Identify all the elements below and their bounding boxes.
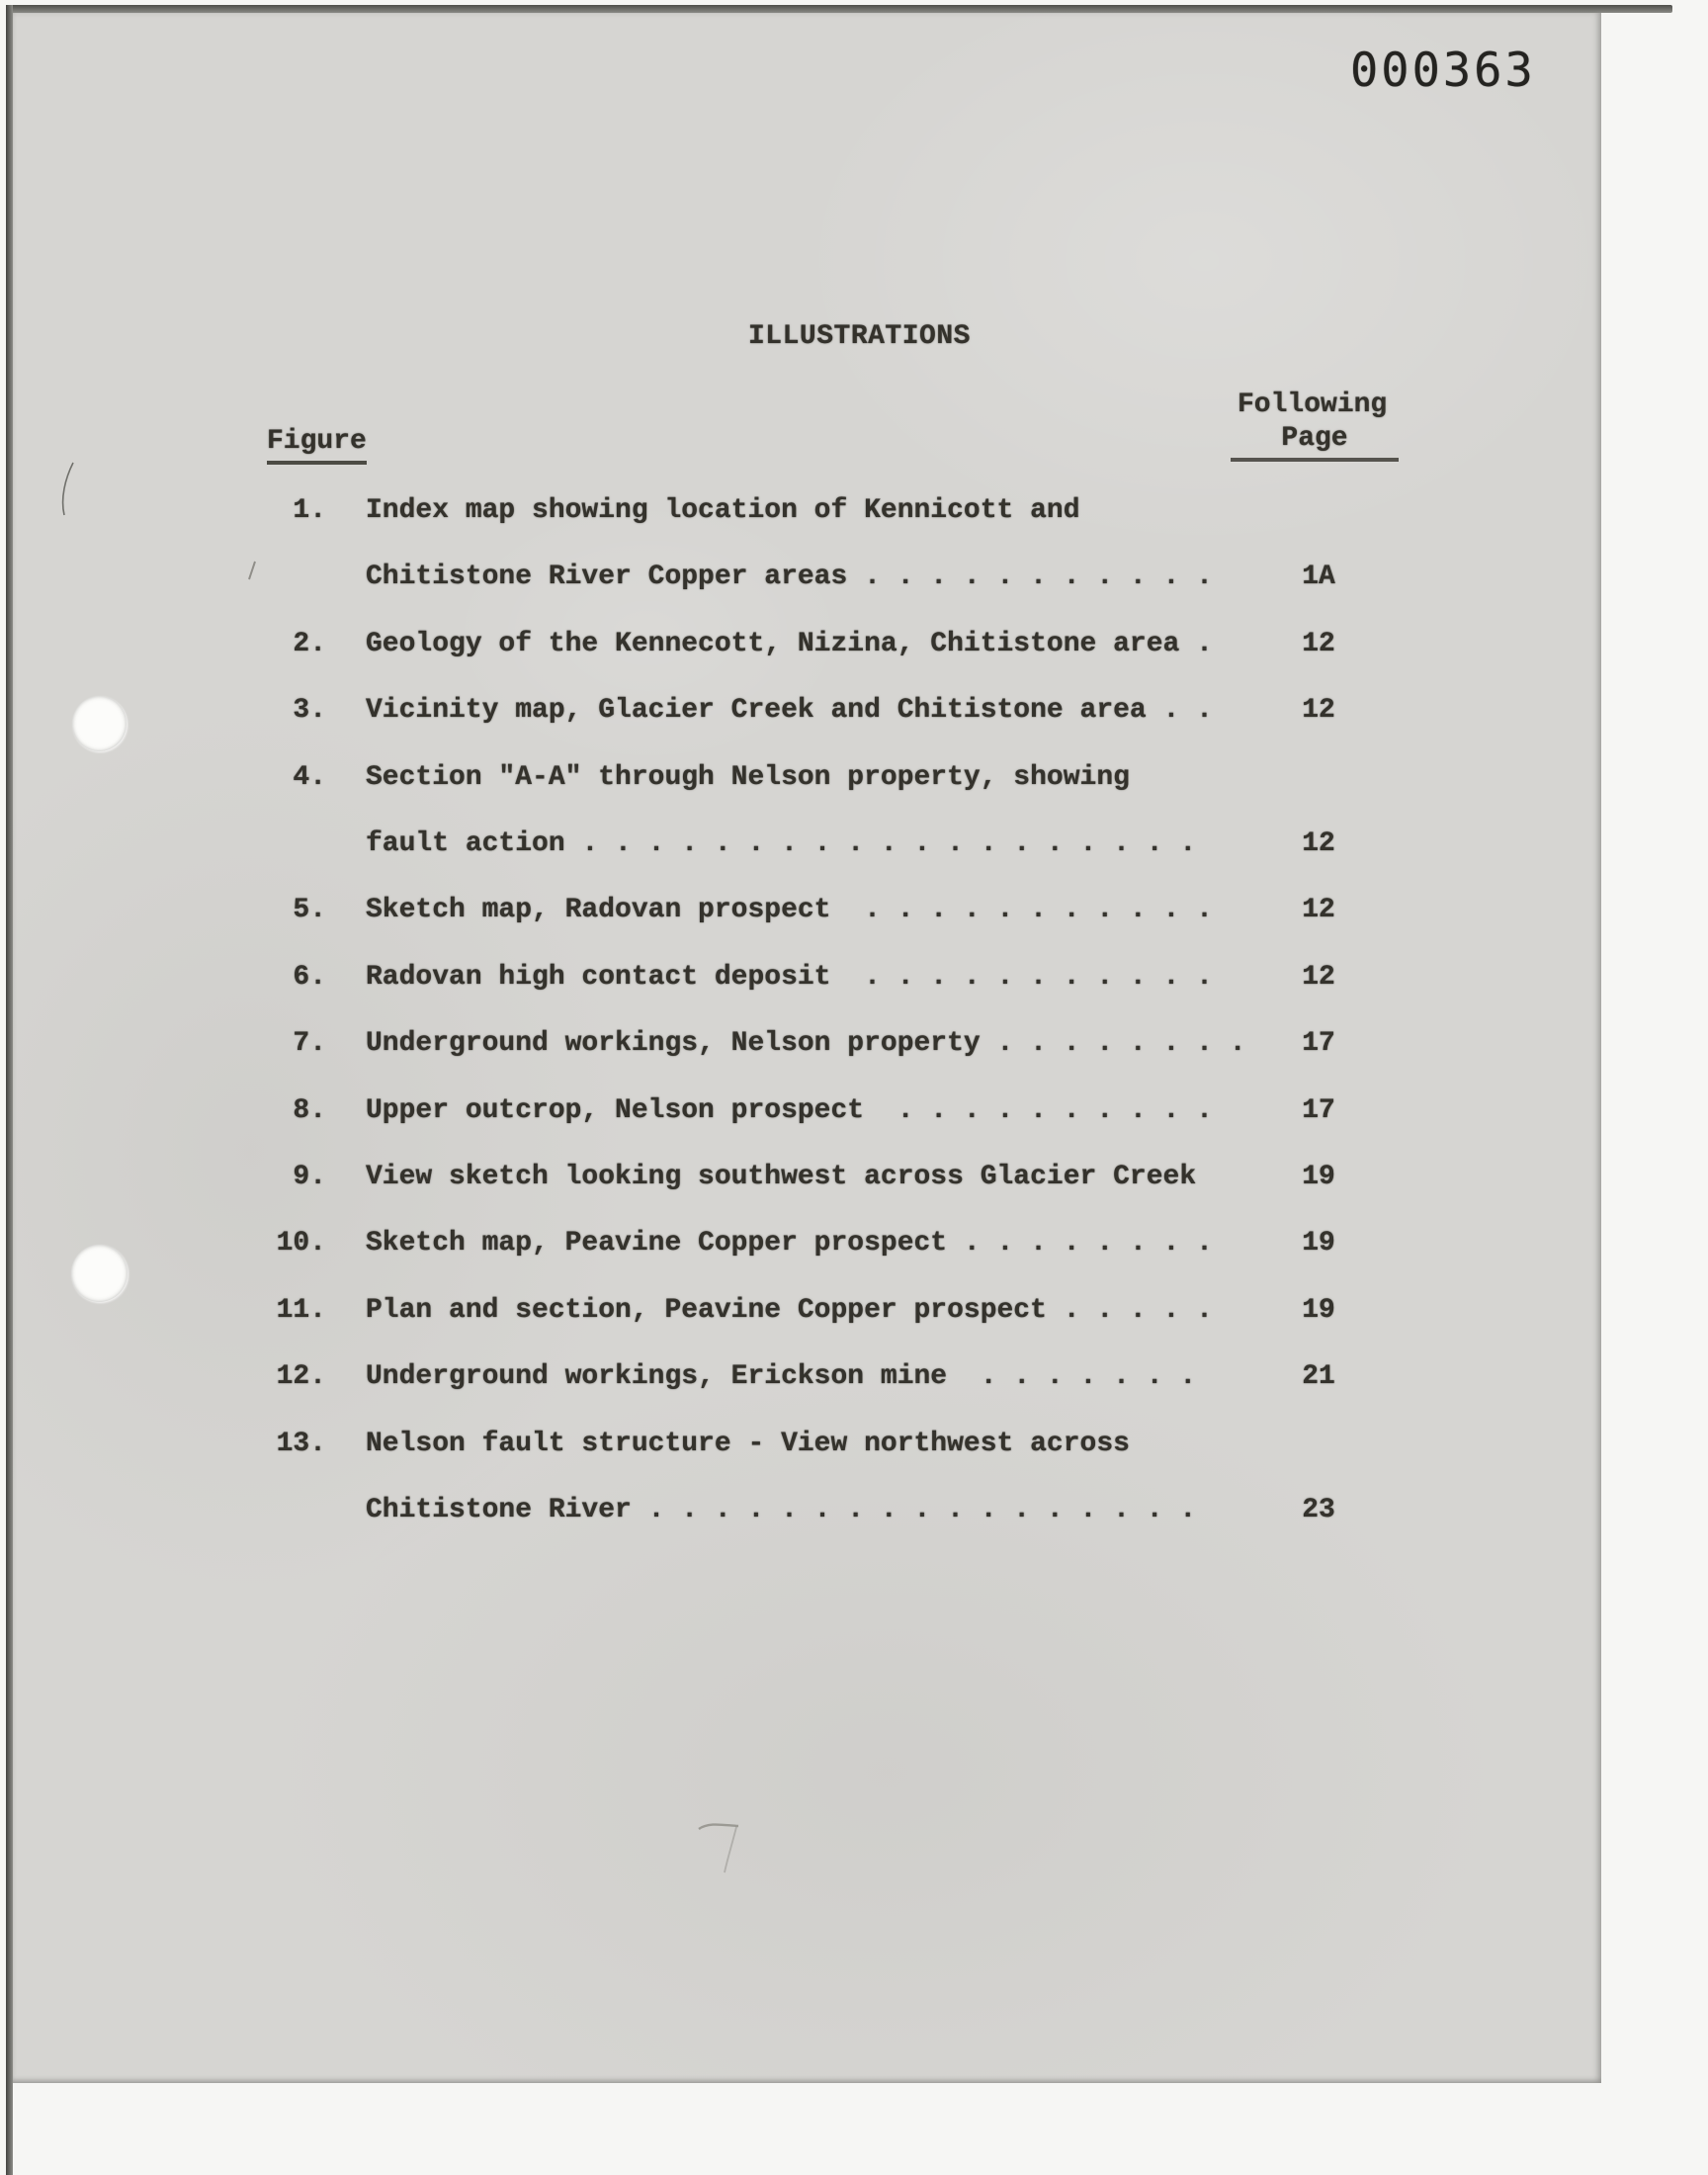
figure-caption: Section "A-A" through Nelson property, showing xyxy=(366,762,1130,793)
figure-number: 6. xyxy=(293,962,326,993)
leader-dots: . . xyxy=(1146,695,1213,726)
following-page-number: 19 xyxy=(1302,1295,1335,1326)
following-page-number: 12 xyxy=(1302,695,1335,726)
figure-caption: Index map showing location of Kennicott and xyxy=(366,495,1080,526)
figure-caption: View sketch looking southwest across Glacier Creek xyxy=(366,1162,1197,1192)
figure-number: 3. xyxy=(293,695,326,726)
figure-number: 13. xyxy=(276,1429,326,1459)
figure-number: 11. xyxy=(276,1295,326,1326)
figure-caption: Chitistone River Copper areas . . . . . . . . . . . xyxy=(366,562,1213,592)
figure-entry-row xyxy=(0,1294,1708,1330)
figure-caption: fault action . . . . . . . . . . . . . . . . . . . xyxy=(366,828,1197,859)
figure-entry-row xyxy=(0,761,1708,797)
leader-dots: . . . . . . . xyxy=(947,1361,1197,1392)
figure-caption: Chitistone River . . . . . . . . . . . . . . . . . xyxy=(366,1495,1197,1525)
figure-entry-row xyxy=(0,694,1708,730)
stamp-number: 000363 xyxy=(1350,44,1536,98)
figure-entry-row xyxy=(0,961,1708,997)
following-page-number: 21 xyxy=(1302,1361,1335,1392)
leader-dots: . . . . . . . . . . . . . . . . . . . xyxy=(564,828,1197,859)
leader-dots: . . . . . . . . . . . xyxy=(847,562,1213,592)
column-header-page: Page xyxy=(1231,422,1399,462)
figure-caption: Radovan high contact deposit . . . . . . . . . . . xyxy=(366,962,1213,993)
figure-number: 4. xyxy=(293,762,326,793)
leader-dots: . . . . . . . . . . . xyxy=(830,962,1213,993)
figure-entry-row xyxy=(0,1428,1708,1463)
figure-caption: Plan and section, Peavine Copper prospect . . . . . xyxy=(366,1295,1213,1326)
leader-dots: . . . . . . . . . . xyxy=(864,1095,1213,1126)
figure-caption: Nelson fault structure - View northwest across xyxy=(366,1429,1130,1459)
leader-dots: . . . . . . . . . . . xyxy=(830,895,1213,925)
figure-entry-continuation-row xyxy=(0,827,1708,863)
figure-number: 7. xyxy=(293,1028,326,1059)
figure-entry-row xyxy=(0,894,1708,929)
paper-edge-top xyxy=(8,5,1672,13)
figure-entry-row xyxy=(0,1094,1708,1130)
figure-caption: Underground workings, Erickson mine . . . . . . . xyxy=(366,1361,1197,1392)
leader-dots: . . . . . . . . . . . . . . . . . xyxy=(631,1495,1197,1525)
column-header-following: Following xyxy=(1238,390,1388,420)
figure-entry-row xyxy=(0,628,1708,663)
column-header-figure: Figure xyxy=(267,425,367,465)
figure-caption: Sketch map, Peavine Copper prospect . . . . . . . . xyxy=(366,1228,1213,1259)
figure-entry-row xyxy=(0,1227,1708,1262)
figure-number: 12. xyxy=(276,1361,326,1392)
figure-entry-continuation-row xyxy=(0,1494,1708,1529)
following-page-number: 12 xyxy=(1302,895,1335,925)
following-page-number: 23 xyxy=(1302,1495,1335,1525)
figure-entry-row xyxy=(0,1161,1708,1196)
figure-caption: Geology of the Kennecott, Nizina, Chitistone area . xyxy=(366,629,1213,659)
figure-number: 8. xyxy=(293,1095,326,1126)
following-page-number: 17 xyxy=(1302,1028,1335,1059)
following-page-number: 12 xyxy=(1302,629,1335,659)
following-page-number: 12 xyxy=(1302,962,1335,993)
following-page-number: 1A xyxy=(1302,562,1335,592)
pen-mark-left-margin xyxy=(57,461,83,518)
figure-number: 5. xyxy=(293,895,326,925)
figure-entry-row xyxy=(0,1027,1708,1063)
figure-caption: Sketch map, Radovan prospect . . . . . . . . . . . xyxy=(366,895,1213,925)
figure-number: 2. xyxy=(293,629,326,659)
following-page-number: 19 xyxy=(1302,1228,1335,1259)
leader-dots: . . . . . xyxy=(1046,1295,1213,1326)
paper-edge-left xyxy=(6,5,13,2175)
leader-dots: . . . . . . . . xyxy=(947,1228,1213,1259)
following-page-number: 12 xyxy=(1302,828,1335,859)
following-page-number: 17 xyxy=(1302,1095,1335,1126)
figure-number: 1. xyxy=(293,495,326,526)
figure-caption: Vicinity map, Glacier Creek and Chitistone area . . xyxy=(366,695,1213,726)
page-title: ILLUSTRATIONS xyxy=(748,321,971,352)
leader-dots: . . . . . . . . xyxy=(980,1028,1246,1059)
figure-entry-row xyxy=(0,1360,1708,1396)
figure-number: 10. xyxy=(276,1228,326,1259)
figure-caption: Underground workings, Nelson property . . . . . . . . xyxy=(366,1028,1246,1059)
figure-entry-row xyxy=(0,494,1708,530)
figure-number: 9. xyxy=(293,1162,326,1192)
pencil-mark-seven xyxy=(695,1815,758,1878)
following-page-number: 19 xyxy=(1302,1162,1335,1192)
figure-caption: Upper outcrop, Nelson prospect . . . . . . . . . . xyxy=(366,1095,1213,1126)
leader-dots: . xyxy=(1179,629,1213,659)
stray-tick-mark xyxy=(245,560,259,581)
